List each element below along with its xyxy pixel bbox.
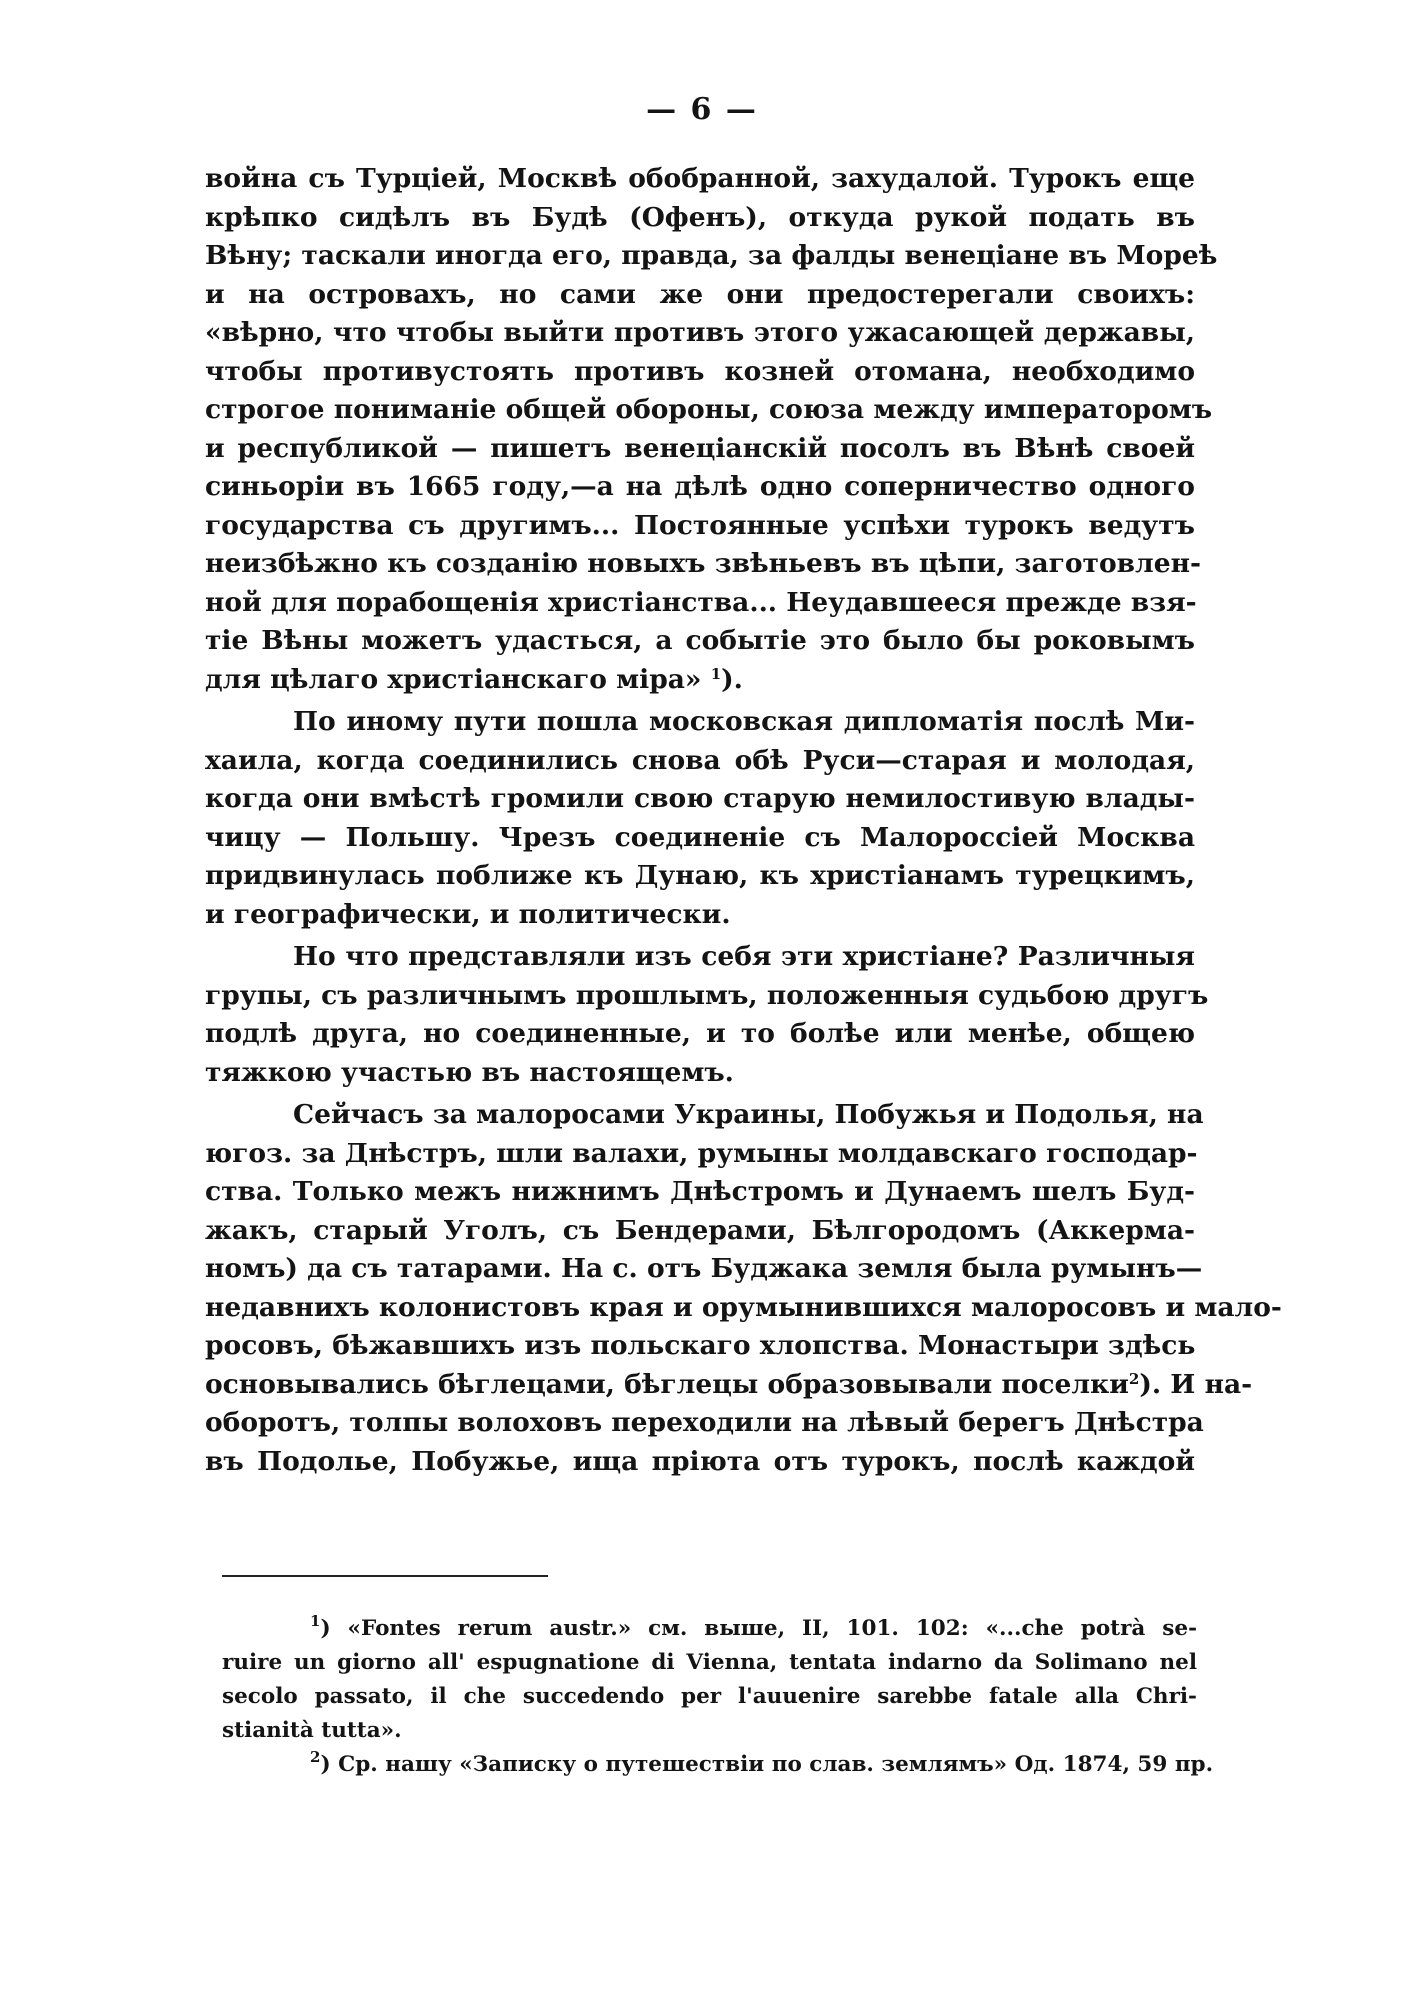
text-line: номъ) да съ татарами. На с. отъ Буджака земля была румынъ— [205, 1253, 1203, 1284]
text-fragment: ). [721, 663, 743, 695]
text-line: групы, съ различнымъ прошлымъ, положенныя судьбою другъ [205, 979, 1209, 1011]
text-line: югоз. за Днѣстръ, шли валахи, румыны молдавскаго господар- [205, 1137, 1198, 1169]
text-line: въ Подолье, Побужье, ища пріюта отъ турокъ, послѣ каждой [205, 1445, 1195, 1477]
text-fragment: для цѣлаго христіанскаго міра» [205, 663, 702, 695]
text-line: когда они вмѣстѣ громили свою старую немилостивую влады- [205, 783, 1195, 814]
text-fragment: ) Ср. нашу «Записку о путешествіи по слав. землямъ» Од. 1874, 59 пр. [320, 1752, 1214, 1777]
footnote-marker: 2 [310, 1748, 321, 1766]
page-number: — 6 — [646, 92, 758, 127]
text-line: тяжкою участью въ настоящемъ. [205, 1056, 734, 1088]
text-line: неизбѣжно къ созданію новыхъ звѣньевъ въ цѣпи, заготовлен- [205, 548, 1201, 579]
footnote-ref: 2 [1128, 1369, 1140, 1388]
text-line: хаила, когда соединились снова обѣ Руси—старая и молодая, [205, 744, 1195, 776]
text-line: недавнихъ колонистовъ края и орумынившихся малоросовъ и мало- [205, 1291, 1282, 1323]
text-line: тіе Вѣны можетъ удасться, а событіе это было бы роковымъ [205, 625, 1195, 656]
text-line: жакъ, старый Уголъ, съ Бендерами, Бѣлгородомъ (Аккерма- [205, 1214, 1195, 1246]
text-line: ства. Только межъ нижнимъ Днѣстромъ и Дунаемъ шелъ Буд- [205, 1176, 1195, 1207]
footnote-line [222, 1612, 1197, 1646]
text-line: и на островахъ, но сами же они предостерегали своихъ: [205, 278, 1195, 310]
footnotes [222, 1612, 1214, 1782]
main-text [205, 160, 1282, 1481]
text-line: подлѣ друга, но соединенные, и то болѣе или менѣе, общею [205, 1018, 1195, 1049]
footnote-divider [222, 1575, 548, 1577]
text-line: чицу — Польшу. Чрезъ соединеніе съ Малороссіей Москва [205, 821, 1195, 853]
text-line: ной для порабощенія христіанства... Неудавшееся прежде взя- [205, 586, 1197, 618]
footnote-ref: 1 [710, 664, 722, 683]
text-fragment: ). И на- [1139, 1368, 1253, 1400]
footnote-line: secolo passato, il che succedendo per l'auuenire sarebbe fatale alla Chri- [222, 1684, 1197, 1709]
text-line: строгое пониманіе общей обороны, союза между императоромъ [205, 394, 1213, 425]
text-line: Сейчасъ за малоросами Украины, Побужья и Подолья, на [293, 1099, 1204, 1130]
text-line: крѣпко сидѣлъ въ Будѣ (Офенъ), откуда рукой подать въ [205, 201, 1195, 233]
text-line: и республикой — пишетъ венеціанскій посолъ въ Вѣнѣ своей [205, 432, 1195, 464]
text-fragment: ) «Fontes rerum austr.» см. выше, II, 101. 102: «...che potrà se- [320, 1616, 1197, 1641]
text-line: росовъ, бѣжавшихъ изъ польскаго хлопства. Монастыри здѣсь [205, 1330, 1196, 1361]
text-line: оборотъ, толпы волоховъ переходили на лѣвый берегъ Днѣстра [205, 1407, 1204, 1438]
text-line: война съ Турціей, Москвѣ обобранной, захудалой. Турокъ еще [205, 163, 1195, 194]
text-line: государства съ другимъ... Постоянные успѣхи турокъ ведутъ [205, 509, 1195, 541]
footnote-line: stianità tutta». [222, 1718, 402, 1743]
text-line [205, 661, 1195, 700]
footnote-marker: 1 [310, 1612, 321, 1630]
text-line: синьоріи въ 1665 году,—а на дѣлѣ одно соперничество одного [205, 471, 1195, 502]
text-line: «вѣрно, что чтобы выйти противъ этого ужасающей державы, [205, 317, 1195, 348]
footnote-line [222, 1748, 1214, 1782]
text-fragment: основывались бѣглецами, бѣглецы образовывали поселки [205, 1368, 1129, 1400]
text-line [205, 1366, 1253, 1405]
text-line: Вѣну; таскали иногда его, правда, за фалды венеціане въ Мореѣ [205, 240, 1218, 271]
text-line: придвинулась поближе къ Дунаю, къ христіанамъ турецкимъ, [205, 860, 1195, 891]
text-line: По иному пути пошла московская дипломатія послѣ Ми- [293, 706, 1195, 737]
text-line: чтобы противустоять противъ козней отомана, необходимо [205, 355, 1195, 387]
text-line: Но что представляли изъ себя эти христіане? Различныя [293, 941, 1195, 972]
footnote-line: ruire un giorno all' espugnatione di Vienna, tentata indarno da Solimano nel [222, 1650, 1197, 1675]
text-line: и географически, и политически. [205, 898, 731, 930]
